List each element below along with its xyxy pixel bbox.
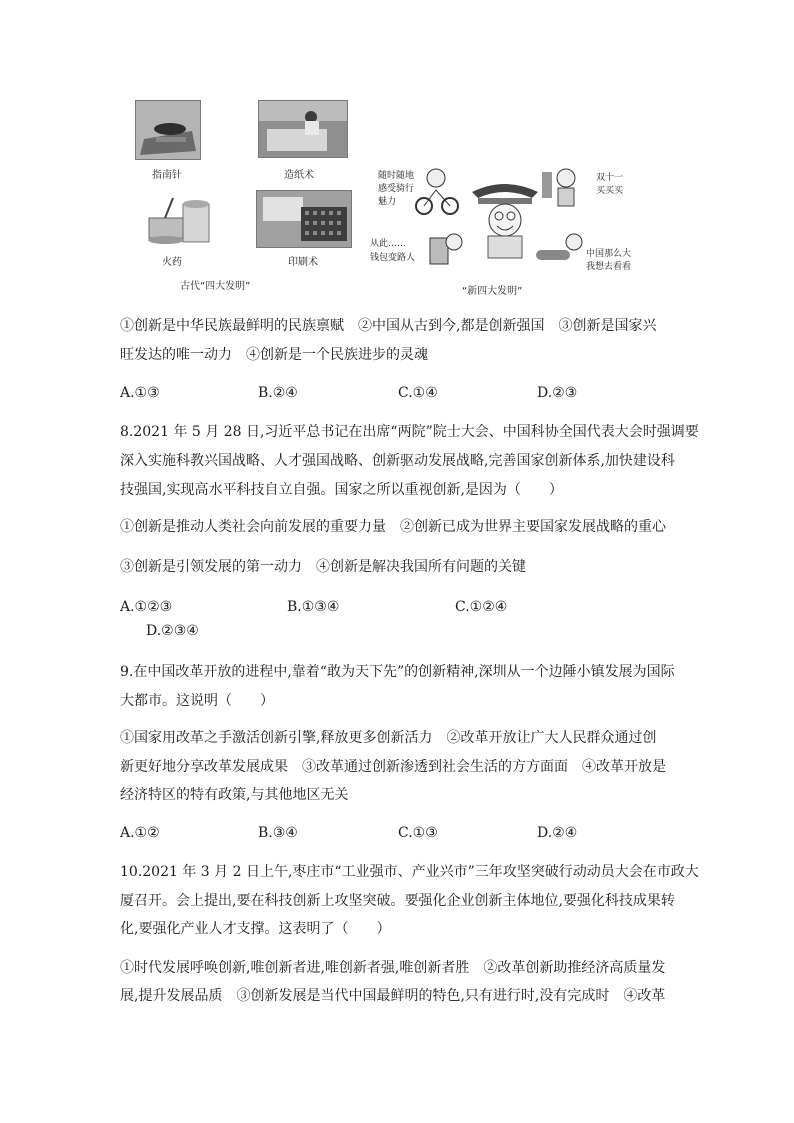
caption-gunpowder: 火药	[162, 257, 182, 268]
q9-stem-line-2: 大都市。这说明（ ）	[120, 693, 274, 709]
compass-photo	[135, 100, 201, 160]
printing-photo	[256, 190, 352, 248]
q7-option-a[interactable]: A.①③	[120, 385, 160, 401]
q8-stem-line-3: 技强国,实现高水平科技自立自强。国家之所以重视创新,是因为（ ）	[120, 482, 563, 498]
q8-option-a[interactable]: A.①②③	[120, 599, 173, 615]
caption-printing: 印刷术	[288, 257, 318, 268]
q8-option-d[interactable]: D.②③④	[146, 623, 199, 639]
gunpowder-icon	[143, 196, 213, 248]
papermaking-icon	[259, 101, 347, 157]
q10-stem-line-2: 厦召开。会上提出,要在科技创新上攻坚突破。要强化企业创新主体地位,要强化科技成果转	[120, 893, 675, 909]
new-inventions-title: “新四大发明”	[462, 286, 523, 297]
compass-icon	[136, 101, 200, 159]
q9-choice-line-2: 新更好地分享改革发展成果 ③改革通过创新渗透到社会生活的方方面面 ④改革开放是	[120, 759, 666, 775]
q7-option-d[interactable]: D.②③	[537, 385, 578, 401]
bubble-bike-3: 魅力	[378, 197, 397, 207]
q9-option-a[interactable]: A.①②	[120, 825, 160, 841]
q10-choice-line-1: ①时代发展呼唤创新,唯创新者进,唯创新者强,唯创新者胜 ②改革创新助推经济高质量发	[120, 960, 666, 976]
bubble-pay-1: 从此……	[370, 239, 407, 249]
caption-compass: 指南针	[152, 170, 182, 181]
q8-stem-line-2: 深入实施科教兴国战略、人才强国战略、创新驱动发展战略,完善国家创新体系,加快建设科	[120, 453, 675, 469]
q8-stem-line-1: 8.2021 年 5 月 28 日,习近平总书记在出席“两院”院士大会、中国科协全国代表大会时强调要	[120, 424, 699, 440]
q8-option-b[interactable]: B.①③④	[287, 599, 340, 615]
q7-choice-line-1: ①创新是中华民族最鲜明的民族禀赋 ②中国从古到今,都是创新强国 ③创新是国家兴	[120, 318, 657, 334]
gunpowder-photo	[143, 196, 213, 248]
bubble-travel-2: 我想去看看	[586, 262, 632, 272]
q7-option-b[interactable]: B.②④	[258, 385, 298, 401]
printing-icon	[257, 191, 351, 247]
q8-choice-line-1: ①创新是推动人类社会向前发展的重要力量 ②创新已成为世界主要国家发展战略的重心	[120, 519, 666, 535]
q10-stem-line-1: 10.2021 年 3 月 2 日上午,枣庄市“工业强市、产业兴市”三年攻坚突破行动动员大会在市政大	[120, 864, 699, 880]
q10-stem-line-3: 化,要强化产业人才支撑。这表明了（ ）	[120, 921, 391, 937]
q10-choice-line-2: 展,提升发展品质 ③创新发展是当代中国最鲜明的特色,只有进行时,没有完成时 ④改革	[120, 988, 666, 1004]
bubble-shop-2: 买买买	[596, 186, 624, 196]
caption-papermaking: 造纸术	[284, 170, 314, 181]
q9-option-c[interactable]: C.①③	[398, 825, 438, 841]
papermaking-photo	[258, 100, 348, 158]
q9-choice-line-1: ①国家用改革之手激活创新引擎,释放更多创新活力 ②改革开放让广大人民群众通过创	[120, 730, 657, 746]
q9-stem-line-1: 9.在中国改革开放的进程中,靠着“敢为天下先”的创新精神,深圳从一个边陲小镇发展为国际	[120, 664, 675, 680]
ancient-inventions-title: 古代“四大发明”	[180, 281, 251, 292]
q9-choice-line-3: 经济特区的特有政策,与其他地区无关	[120, 787, 349, 803]
bubble-pay-2: 钱包变路人	[370, 253, 416, 263]
q9-option-d[interactable]: D.②④	[537, 825, 578, 841]
bubble-travel-1: 中国那么大	[586, 249, 632, 259]
q7-option-c[interactable]: C.①④	[398, 385, 438, 401]
q7-choice-line-2: 旺发达的唯一动力 ④创新是一个民族进步的灵魂	[120, 347, 428, 363]
bubble-shop-1: 双十一	[596, 173, 624, 183]
q8-choice-line-2: ③创新是引领发展的第一动力 ④创新是解决我国所有问题的关键	[120, 559, 526, 575]
bubble-bike-1: 随时随地	[378, 171, 415, 181]
q9-option-b[interactable]: B.③④	[258, 825, 298, 841]
bubble-bike-2: 感受骑行	[378, 184, 415, 194]
q8-option-c[interactable]: C.①②④	[455, 599, 508, 615]
